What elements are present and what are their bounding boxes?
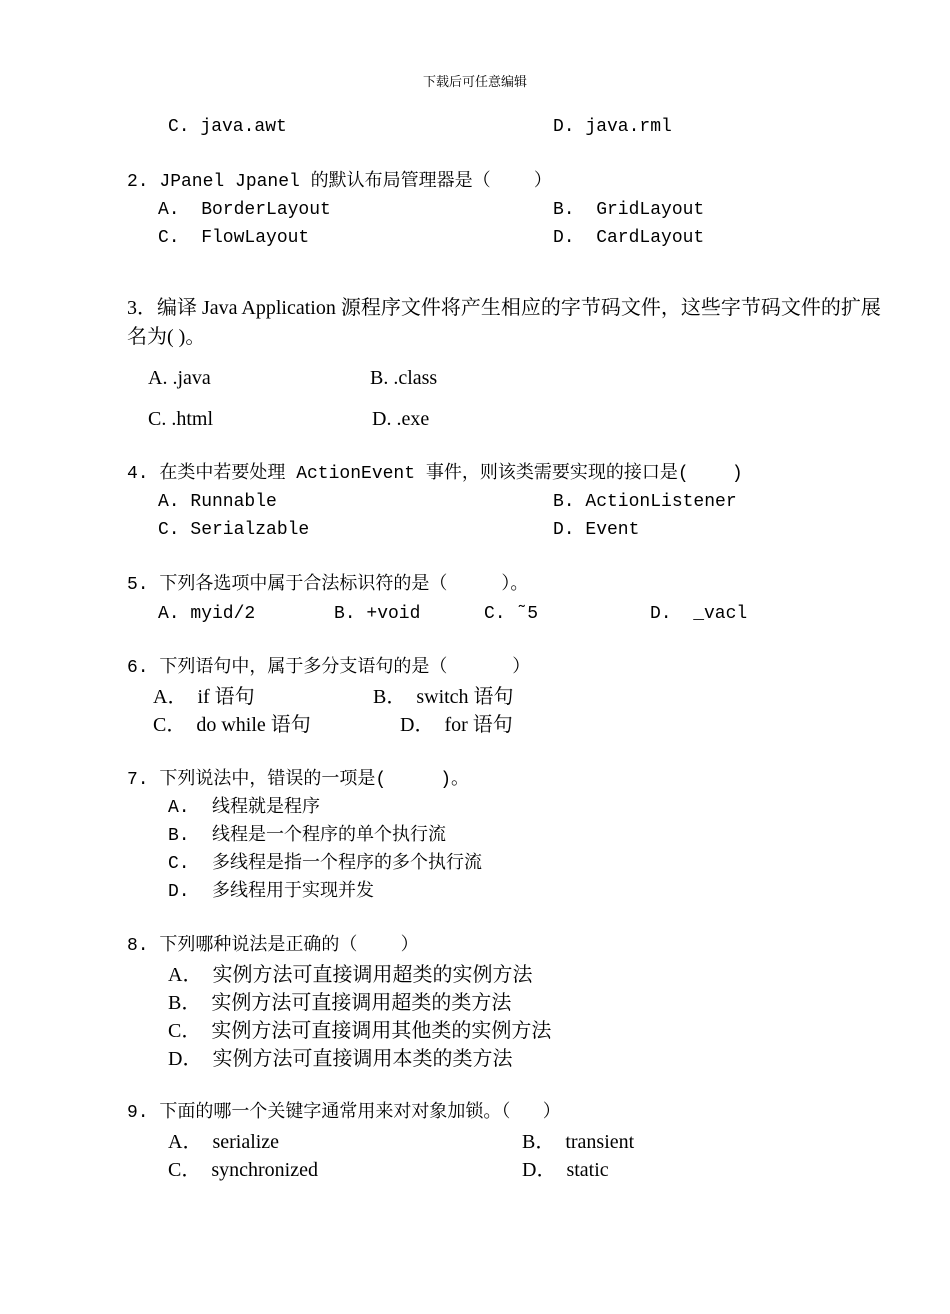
- q3-option-d: D. .exe: [372, 408, 430, 430]
- q9-option-b: B． transient: [522, 1131, 635, 1153]
- q4-option-b: B. ActionListener: [553, 492, 737, 512]
- q7-stem: 7. 下列说法中，错误的一项是( )。: [127, 770, 470, 790]
- q7-option-a: 线程就是程序: [212, 798, 320, 818]
- q8-option-a: A． 实例方法可直接调用超类的实例方法: [168, 964, 533, 986]
- q3-option-b: B. .class: [370, 367, 438, 389]
- q2-option-c: C. FlowLayout: [158, 228, 310, 248]
- q6-option-a: A． if 语句: [153, 686, 255, 708]
- q4-stem: 4. 在类中若要处理 ActionEvent 事件，则该类需要实现的接口是( ): [127, 464, 743, 484]
- q3-option-a: A. .java: [148, 367, 211, 389]
- q7-option-b-letter: B.: [168, 826, 190, 846]
- q7-option-c-letter: C.: [168, 854, 190, 874]
- q5-option-d: D. _vacl: [650, 604, 748, 624]
- q4-option-c: C. Serialzable: [158, 520, 310, 540]
- q7-option-b: 线程是一个程序的单个执行流: [212, 826, 446, 846]
- q5-option-b: B. +void: [334, 604, 421, 624]
- q3-stem: 3．编译 Java Application 源程序文件将产生相应的字节码文件，这些字节码文件的扩展名为( )。: [127, 297, 881, 348]
- q6-stem: 6. 下列语句中，属于多分支语句的是（ ）: [127, 658, 531, 678]
- q9-option-a: A． serialize: [168, 1131, 280, 1153]
- q8-option-d: D． 实例方法可直接调用本类的类方法: [168, 1048, 513, 1070]
- q8-stem: 8. 下列哪种说法是正确的（ ）: [127, 936, 419, 956]
- q8-option-c: C． 实例方法可直接调用其他类的实例方法: [168, 1020, 552, 1042]
- q7-option-a-letter: A.: [168, 798, 190, 818]
- q7-option-c: 多线程是指一个程序的多个执行流: [212, 854, 482, 874]
- q4-option-d: D. Event: [553, 520, 640, 540]
- q7-option-d-letter: D.: [168, 882, 190, 902]
- q5-option-a: A. myid/2: [158, 604, 256, 624]
- q2-option-b: B. GridLayout: [553, 200, 705, 220]
- q2-option-d: D. CardLayout: [553, 228, 705, 248]
- q6-option-d: D． for 语句: [400, 714, 513, 736]
- q3-option-c: C. .html: [148, 408, 214, 430]
- q9-stem: 9. 下面的哪一个关键字通常用来对对象加锁。（ ）: [127, 1103, 561, 1123]
- q6-option-c: C． do while 语句: [153, 714, 311, 736]
- q5-stem: 5. 下列各选项中属于合法标识符的是（ ）。: [127, 575, 529, 595]
- q9-option-c: C． synchronized: [168, 1159, 318, 1181]
- q2-option-a: A. BorderLayout: [158, 200, 331, 220]
- q1-option-c: C. java.awt: [168, 117, 287, 137]
- q4-option-a: A. Runnable: [158, 492, 277, 512]
- q5-option-c: C. ˜5: [484, 604, 539, 624]
- page-header: 下载后可任意编辑: [422, 75, 527, 90]
- q9-option-d: D． static: [522, 1159, 609, 1181]
- q6-option-b: B． switch 语句: [373, 686, 514, 708]
- q1-option-d: D. java.rml: [553, 117, 672, 137]
- q8-option-b: B． 实例方法可直接调用超类的类方法: [168, 992, 512, 1014]
- q7-option-d: 多线程用于实现并发: [212, 882, 374, 902]
- q2-stem: 2. JPanel Jpanel 的默认布局管理器是（ ）: [127, 172, 552, 192]
